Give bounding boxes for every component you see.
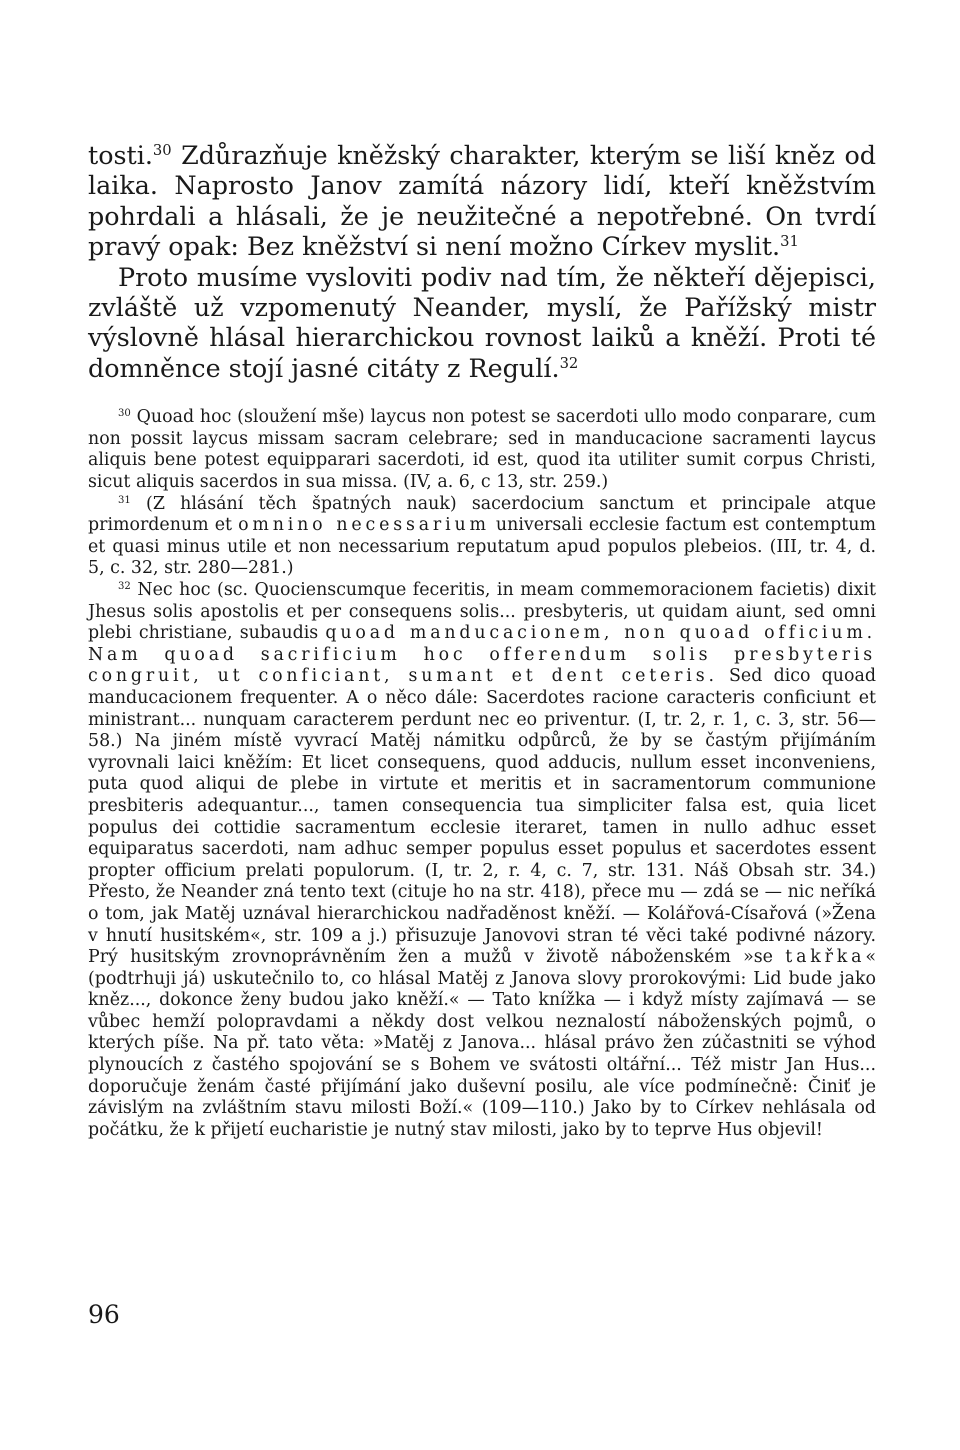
footnote-marker: 31 <box>118 494 131 506</box>
text-run: Proto musíme vysloviti podiv nad tím, že někteří dějepisci, zvláště už vzpomenutý Neander, myslí, že Pařížský mistr výslovně hlásal hierarchickou rovnost laiků a kněží. Proti té domněnce stojí jasné citáty z Regulí. <box>88 261 876 383</box>
footnote <box>88 494 876 580</box>
footnote <box>88 580 876 1141</box>
footnote <box>88 407 876 493</box>
main-paragraph <box>88 140 876 262</box>
text-run: universali ecclesie factum est contemptum et quasi minus utile et non necessarium reputatum apud populos plebeios. (III, tr. 4, d. 5, c. 32, str. 280—281.) <box>88 515 876 579</box>
text-run: « (podtrhuji já) uskutečnilo to, co hlásal Matěj z Janova slovy prorokovými: Lid bude jako kněz..., dokonce ženy budou jako kněží.« — Tato knížka — i když místy zajímavá — se vůbec hemží polopravdami a někdy dost velkou neznalostí náboženských pojmů, o kterých píše. Na př. tato věta: »Matěj z Janova... hlásal právo žen zúčastniti se výhod plynoucích z častého spojování se s Bohem ve svátosti oltářní... Též mistr Jan Hus... doporučuje ženám časté přijímání jako duševní posilu, ale více podmínečně: Činiť je závislým na zvláštním stavu milosti Boží.« (109—110.) Jako by to Církev nehlásala od počátku, že k přijetí eucharistie je nutný stav milosti, jako by to teprve Hus objevil! <box>88 947 876 1140</box>
text-run: Nec hoc (sc. Quocienscumque feceritis, in meam commemoracionem facietis) dixit Jhesus solis apostolis et per consequens solis... presbyteris, ut quidam aiunt, sed omni plebi christiane, subaudis <box>88 580 876 644</box>
text-run: tosti. <box>88 140 153 170</box>
text-run: Sed dico quoad manducacionem frequenter. A o něco dále: Sacerdotes racione caracteris conficiunt et ministrant... nunquam caracterem perdunt nec eo priventur. (I, tr. 2, r. 1, c. 3, str. 56—58.) Na jiném místě vyvrací Matěj námitku odpůrců, že by se častým přijímáním vyrovnali laici kněžím: Et licet consequens, quod adducis, nullum esset inconveniens, puta quod aliqui de plebe in virtute et meritis et in sacramentorum communione presbiteris adequantur..., tamen consequencia tua simpliciter falsa est, quia licet populus dei cottidie sacramentum ecclesie iteraret, tamen in nullo adhuc esset equiparatus sacerdoti, nam adhuc semper populus esset populus et sacerdotes essent propter officium prelati populorum. (I, tr. 2, r. 4, c. 7, str. 131. Náš Obsah str. 34.) Přesto, že Neander zná tento text (cituje ho na str. 418), přece mu — zdá se — nic neříká o tom, jak Matěj uznával hierarchickou nadřaděnost kněží. — Kolářová-Císařová (»Žena v hnutí husitském«, str. 109 a j.) přisuzuje Janovovi stran té věci také podivné názory. Prý husitským zrovnoprávněním žen a mužů v životě náboženském »se <box>88 666 876 968</box>
text-run: (Z hlásání těch špatných nauk) sacerdocium sanctum et principale atque primordenum et <box>88 493 876 536</box>
text-run: Quoad hoc (sloužení mše) laycus non potest se sacerdoti ullo modo conparare, cum non possit laycus missam sacram celebrare; sed in manducacione sacramenti laycus aliquis bene potest equipparari sacerdoti, id est, quod ita utiliter sumit corpus Christi, sicut aliquis sacerdos in sua missa. (IV, a. 6, c 13, str. 259.) <box>88 407 876 493</box>
footnotes <box>88 407 876 1141</box>
page-number: 96 <box>88 1300 120 1329</box>
main-paragraph <box>88 262 876 384</box>
footnote-marker: 30 <box>118 408 131 420</box>
main-text <box>88 140 876 383</box>
footnote-marker: 30 <box>152 142 172 160</box>
spaced-emphasis: omnino necessarium <box>238 515 490 536</box>
page-content <box>88 140 876 1141</box>
footnote-marker: 32 <box>559 355 579 373</box>
footnote-marker: 32 <box>118 580 131 592</box>
footnote-marker: 31 <box>780 233 799 251</box>
text-run: Zdůrazňuje kněžský charakter, kterým se liší kněz od laika. Naprosto Janov zamítá názory lidí, kteří kněžstvím pohrdali a hlásali, že je neužitečné a nepotřebné. On tvrdí pravý opak: Bez kněžství si není možno Církev myslit. <box>88 140 876 262</box>
spaced-emphasis: quoad manducacionem, non quoad officium. Nam quoad sacrificium hoc offerendum solis presbyteris congruit, ut conficiant, sumant et dent ceteris. <box>88 623 877 687</box>
spaced-emphasis: takřka <box>785 947 866 968</box>
